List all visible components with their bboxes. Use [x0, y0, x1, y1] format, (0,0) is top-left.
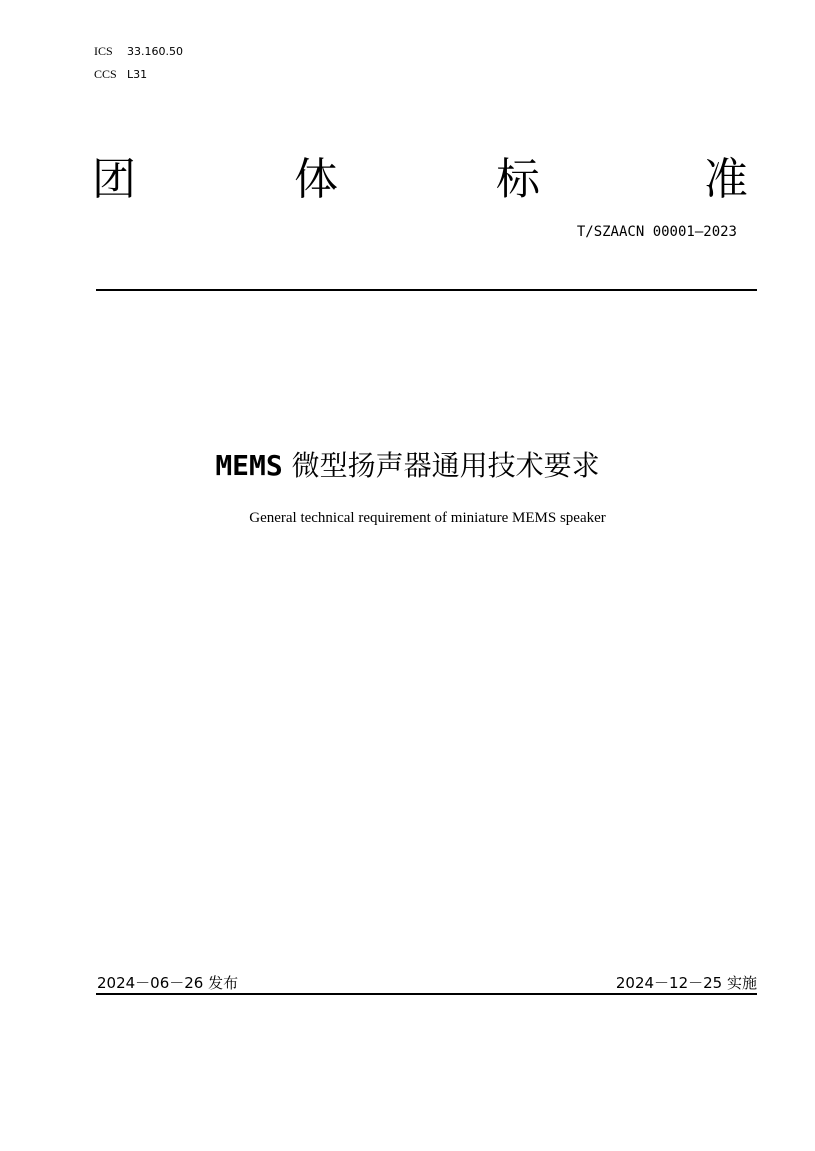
- classification-codes: [94, 40, 183, 86]
- standard-number: T/SZAACN 00001—2023: [576, 224, 737, 240]
- title-prefix: MEMS: [215, 449, 283, 482]
- title-text: 微型扬声器通用技术要求: [291, 449, 600, 482]
- ics-row: [94, 40, 183, 63]
- bottom-divider: [96, 993, 757, 995]
- standard-type-char: 团: [92, 154, 136, 205]
- standard-type-char: 体: [294, 154, 338, 205]
- ics-label: ICS: [94, 44, 113, 58]
- implementation-date: 2024－12－25 实施: [615, 974, 757, 992]
- top-divider: [96, 289, 757, 291]
- ccs-value: L31: [127, 68, 148, 81]
- document-title-english: General technical requirement of miniature MEMS speaker: [249, 510, 606, 526]
- standard-type-char: 准: [704, 154, 748, 205]
- publish-date: 2024－06－26 发布: [97, 974, 239, 992]
- standard-type-heading: [92, 150, 752, 210]
- ccs-row: [94, 63, 183, 86]
- ccs-label: CCS: [94, 67, 117, 81]
- document-title-chinese: [0, 446, 815, 486]
- ics-value: 33.160.50: [127, 45, 183, 58]
- standard-type-char: 标: [496, 154, 540, 205]
